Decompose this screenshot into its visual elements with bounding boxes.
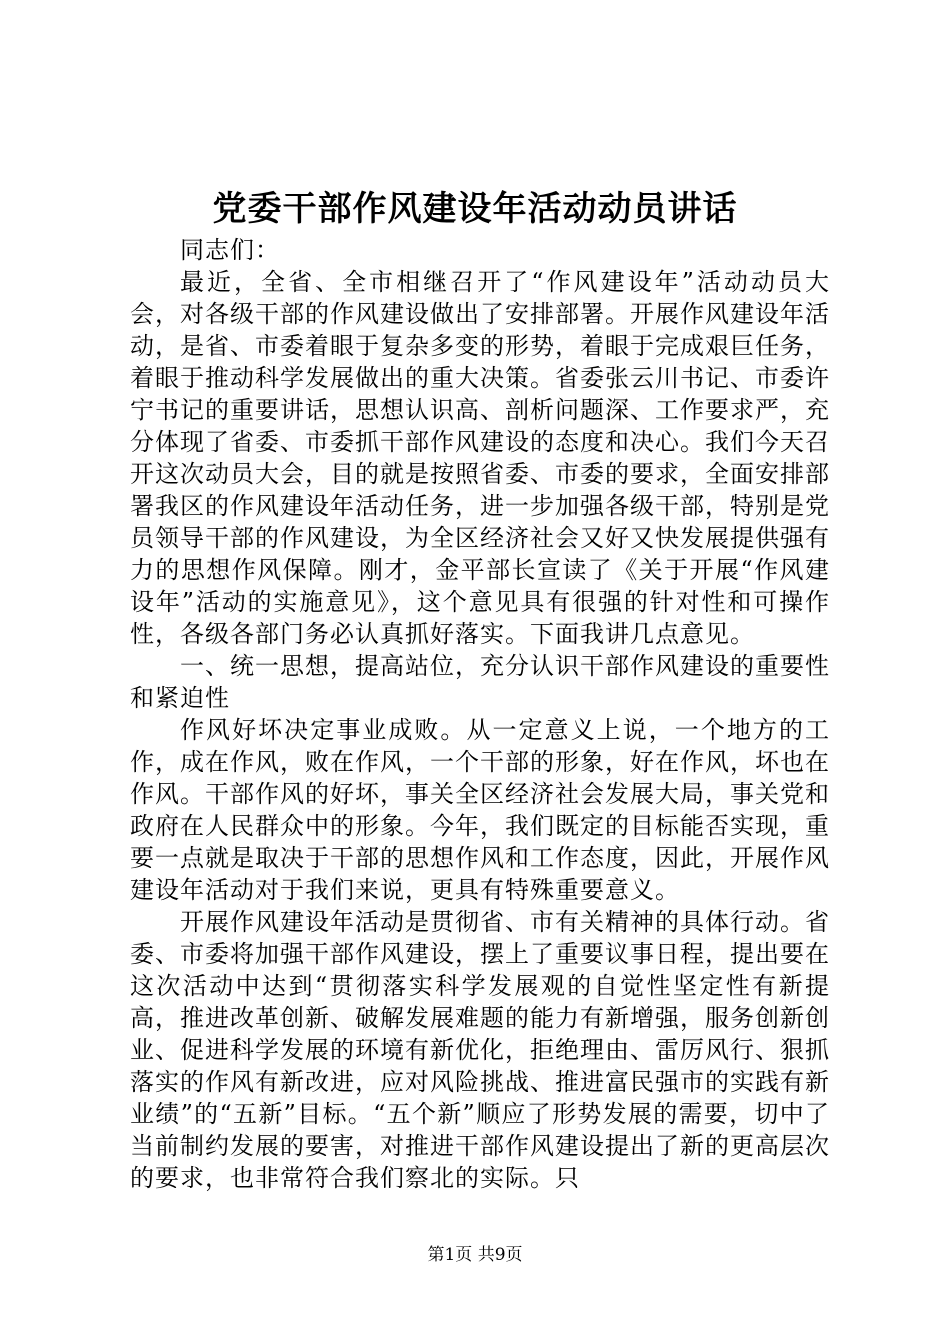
paragraph-campaign-action: 开展作风建设年活动是贯彻省、市有关精神的具体行动。省委、市委将加强干部作风建设，摆上了重要议事日程，提出要在这次活动中达到“贯彻落实科学发展观的自觉性坚定性有新提高，推进改革创新、破解发展难题的能力有新增强，服务创新创业、促进科学发展的环境有新优化，拒绝理由、雷厉风行、狠抓落实的作风有新改进，应对风险挑战、推进富民强市的实践有新业绩”的“五新”目标。“五个新”顺应了形势发展的需要，切中了当前制约发展的要害，对推进干部作风建设提出了新的更高层次的要求，也非常符合我们察北的实际。只 <box>130 908 830 1192</box>
page-footer: 第1页 共9页 <box>427 1245 523 1265</box>
section-heading-1: 一、统一思想，提高站位，充分认识干部作风建设的重要性和紧迫性 <box>130 652 830 712</box>
paragraph-work-style: 作风好坏决定事业成败。从一定意义上说，一个地方的工作，成在作风，败在作风，一个干部的形象，好在作风，坏也在作风。干部作风的好坏，事关全区经济社会发展大局，事关党和政府在人民群众中的形象。今年，我们既定的目标能否实现，重要一点就是取决于干部的思想作风和工作态度，因此，开展作风建设年活动对于我们来说，更具有特殊重要意义。 <box>130 716 830 904</box>
document-body <box>130 234 830 1194</box>
page-title: 党委干部作风建设年活动动员讲话 <box>212 189 738 229</box>
salutation: 同志们： <box>180 236 280 264</box>
paragraph-intro: 最近，全省、全市相继召开了“作风建设年”活动动员大会，对各级干部的作风建设做出了安排部署。开展作风建设年活动，是省、市委着眼于复杂多变的形势，着眼于完成艰巨任务，着眼于推动科学发展做出的重大决策。省委张云川书记、市委许宁书记的重要讲话，思想认识高、剖析问题深、工作要求严，充分体现了省委、市委抓干部作风建设的态度和决心。我们今天召开这次动员大会，目的就是按照省委、市委的要求，全面安排部署我区的作风建设年活动任务，进一步加强各级干部，特别是党员领导干部的作风建设，为全区经济社会又好又快发展提供强有力的思想作风保障。刚才，金平部长宣读了《关于开展“作风建设年”活动的实施意见》，这个意见具有很强的针对性和可操作性，各级各部门务必认真抓好落实。下面我讲几点意见。 <box>130 268 830 648</box>
